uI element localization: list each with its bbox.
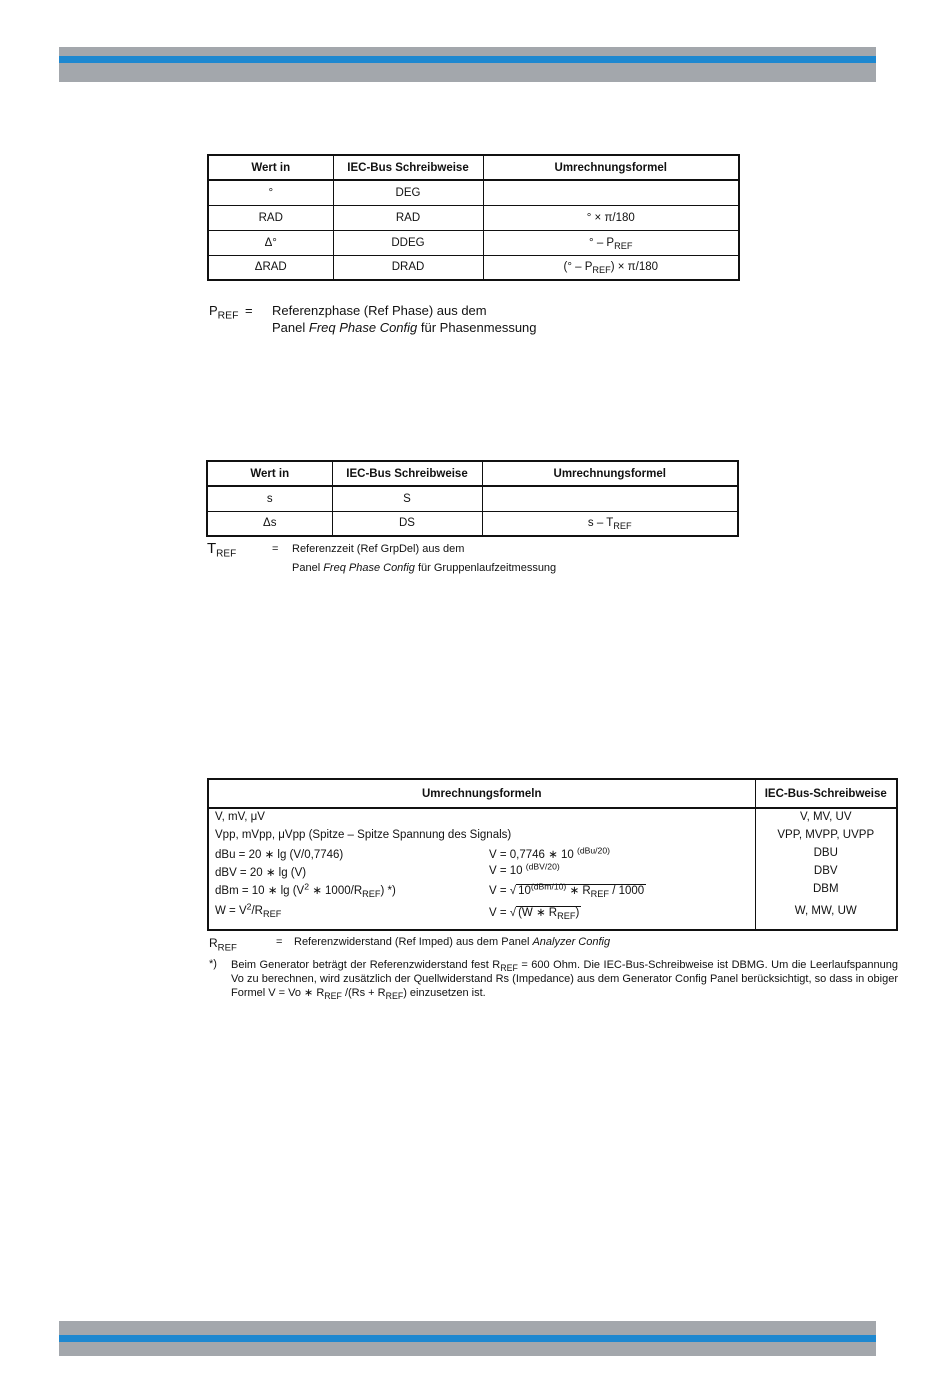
formula-row [209, 827, 755, 845]
pref-line2-pre: Panel [272, 320, 309, 335]
formula-text: V = [489, 885, 510, 897]
cell-iec: DEG [333, 180, 483, 205]
iec-cell [755, 808, 897, 930]
formula-left: V, mV, μV [215, 811, 265, 823]
formula-text: ) × π/180 [610, 261, 659, 274]
cell-formula [483, 255, 739, 280]
tref-symbol [207, 540, 237, 560]
formula-text: ) [575, 907, 580, 919]
formula-text: ∗ 1000/R [309, 885, 363, 897]
time-unit-table [206, 460, 739, 537]
col-header-unit: Wert in [207, 461, 332, 486]
table-row [207, 511, 738, 536]
pref-symbol-letter: P [209, 303, 218, 318]
iec-value: DBV [813, 865, 838, 877]
iec-value: VPP, MVPP, UVPP [777, 829, 875, 841]
pref-line2 [272, 320, 537, 335]
formula-text: W = V [215, 905, 247, 917]
tref-symbol-sub: REF [216, 548, 237, 560]
iec-value: DBM [812, 883, 839, 895]
formula-text: V = [489, 907, 510, 919]
cell-unit: ° [208, 180, 333, 205]
formula-subscript: REF [362, 889, 381, 900]
formula-text: (W ∗ R [518, 907, 558, 919]
formula-subscript: REF [614, 240, 633, 251]
col-header-formula: Umrechnungsformel [482, 461, 738, 486]
rref-symbol [209, 936, 237, 954]
footer-band [59, 1321, 876, 1356]
pref-line1: Referenzphase (Ref Phase) aus dem [272, 303, 487, 318]
cell-iec: DRAD [333, 255, 483, 280]
footnote-text [231, 958, 898, 1000]
col-header-unit: Wert in [208, 155, 333, 180]
col-header-formula: Umrechnungsformel [483, 155, 739, 180]
cell-formula [483, 180, 739, 205]
pref-symbol-sub: REF [217, 310, 239, 322]
phase-unit-table [207, 154, 740, 281]
formula-row [209, 845, 755, 863]
formula-text: V = 0,7746 ∗ 10 [489, 849, 577, 861]
rref-text-italic: Analyzer Config [532, 936, 611, 948]
formula-left [215, 901, 282, 920]
header-band-stripe [59, 56, 876, 63]
footnote-sub: REF [500, 963, 518, 974]
formula-text: /R [251, 905, 263, 917]
formula-superscript: (dBu/20) [576, 845, 610, 856]
table-body-row [208, 808, 897, 930]
col-header-iec: IEC-Bus-Schreibweise [755, 779, 897, 808]
formula-text: dBm = 10 ∗ lg (V [215, 885, 305, 897]
cell-unit: Δs [207, 511, 332, 536]
formula-text: ) *) [380, 885, 396, 897]
table-row [208, 180, 739, 205]
formula-text: V = 10 [489, 865, 526, 877]
tref-line2-italic: Freq Phase Config [323, 562, 415, 574]
cell-unit: ΔRAD [208, 255, 333, 280]
cell-unit: Δ° [208, 230, 333, 255]
footnote-part: ) einzusetzen ist. [403, 987, 486, 999]
formula-right [489, 847, 610, 861]
formula-superscript: (dBm/10) [530, 881, 567, 892]
table-header-row [207, 461, 738, 486]
formula-left [215, 881, 396, 900]
formula-text: 10 [518, 885, 531, 897]
footnote-sub: REF [385, 991, 404, 1002]
formula-subscript: REF [590, 889, 610, 900]
formula-text: ∗ R [566, 885, 591, 897]
table-row [208, 230, 739, 255]
formula-left: dBV = 20 ∗ lg (V) [215, 867, 307, 879]
cell-formula [483, 230, 739, 255]
cell-formula [482, 486, 738, 511]
table-row [207, 486, 738, 511]
formula-row [209, 881, 755, 901]
pref-line2-italic: Freq Phase Config [308, 320, 418, 335]
tref-symbol-letter: T [207, 540, 217, 557]
table-header-row [208, 779, 897, 808]
formula-text: / 1000 [609, 885, 645, 897]
rref-equals: = [276, 936, 283, 948]
col-header-formulas: Umrechnungsformeln [208, 779, 755, 808]
cell-formula [482, 511, 738, 536]
level-unit-table [207, 778, 898, 931]
formulas-cell [208, 808, 755, 930]
sqrt-radicand [516, 881, 646, 900]
formula-text: ° × π/180 [586, 211, 635, 224]
tref-line2-pre: Panel [292, 562, 324, 574]
formula-superscript: (dBV/20) [525, 861, 560, 872]
iec-value: V, MV, UV [799, 811, 852, 823]
pref-line2-post: für Phasenmessung [417, 320, 537, 335]
cell-iec: RAD [333, 205, 483, 230]
formula-subscript: REF [592, 265, 611, 276]
formula-right: V = √ $10^{(dBm/10)}$ ∗ $R_{REF} / 1000$ [489, 881, 645, 900]
rref-symbol-letter: R [209, 936, 218, 950]
footer-band-stripe [59, 1335, 876, 1342]
cell-iec: DS [332, 511, 482, 536]
rref-symbol-sub: REF [217, 942, 237, 954]
tref-line2 [292, 562, 556, 574]
cell-iec: S [332, 486, 482, 511]
formula-row [209, 901, 755, 923]
iec-value: DBU [813, 847, 838, 859]
cell-iec: DDEG [333, 230, 483, 255]
tref-line2-post: für Gruppenlaufzeitmessung [414, 562, 557, 574]
pref-symbol [209, 303, 239, 322]
cell-unit: RAD [208, 205, 333, 230]
header-band [59, 47, 876, 82]
footnote-sub: REF [324, 991, 342, 1002]
formula-text: (° – P [563, 261, 593, 274]
formula-subscript: REF [262, 909, 282, 920]
cell-unit: s [207, 486, 332, 511]
rref-text-pre: Referenzwiderstand (Ref Imped) aus dem Panel [294, 936, 533, 948]
tref-line1: Referenzzeit (Ref GrpDel) aus dem [292, 543, 465, 555]
pref-equals: = [245, 303, 253, 318]
formula-row [209, 809, 755, 827]
formula-left: Vpp, mVpp, μVpp (Spitze – Spitze Spannung des Signals) [215, 829, 512, 841]
col-header-iec: IEC-Bus Schreibweise [332, 461, 482, 486]
sqrt-radicand [516, 906, 581, 922]
rref-text [294, 936, 610, 948]
formula-left: dBu = 20 ∗ lg (V/0,7746) [215, 849, 344, 861]
formula-subscript: REF [613, 521, 632, 532]
footnote-part: = 600 Ohm. Die IEC-Bus-Schreibweise ist DBMG. Um die Leerlaufspannung Vo zu berechnen, wird zusätzlich der Quellwiderstand Rs (Impedance) aus dem Generator Config Panel berücksichtigt, so dass in obiger Formel V = Vo ∗ R [231, 959, 898, 999]
formula-right [489, 861, 560, 877]
formula-right: V = √ (W ∗ $R_{REF}$) [489, 907, 580, 922]
cell-formula [483, 205, 739, 230]
formula-text: s – T [587, 517, 614, 530]
formula-text: ° – P [589, 236, 615, 249]
table-row [208, 255, 739, 280]
formula-subscript: REF [557, 911, 576, 922]
formula-row [209, 863, 755, 881]
formula-superscript: 2 [246, 901, 252, 912]
col-header-iec: IEC-Bus Schreibweise [333, 155, 483, 180]
footnote-part: /(Rs + R [341, 987, 386, 999]
tref-equals: = [272, 543, 279, 555]
footnote-marker: *) [209, 958, 217, 970]
table-row [208, 205, 739, 230]
footnote-part: Beim Generator beträgt der Referenzwiderstand fest R [231, 959, 501, 971]
table-header-row [208, 155, 739, 180]
formula-superscript: 2 [304, 881, 310, 892]
iec-value: W, MW, UW [794, 905, 857, 917]
